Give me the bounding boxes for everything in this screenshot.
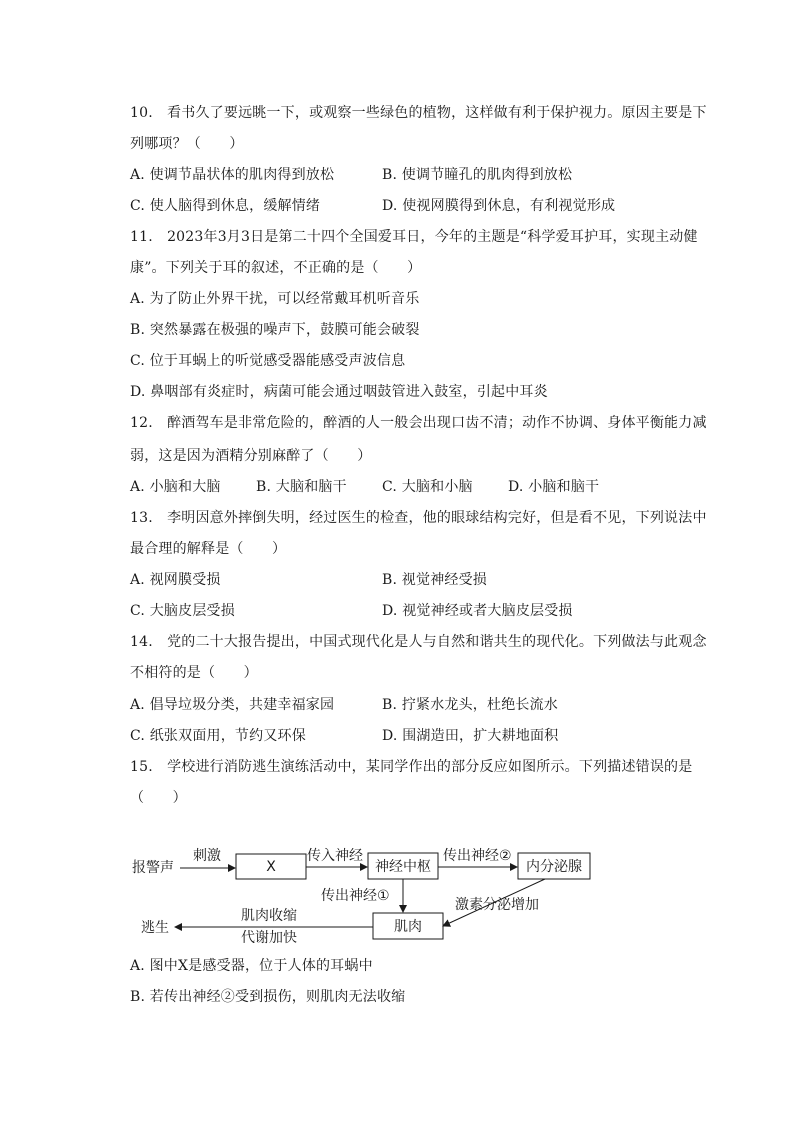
q12-option-b: B. 大脑和脑干	[256, 479, 347, 495]
q15-stem-line1: 15. 学校进行消防逃生演练活动中，某同学作出的部分反应如图所示。下列描述错误的是	[130, 759, 693, 775]
endocrine-gland-label: 内分泌腺	[526, 859, 582, 875]
q14-stem-line2: 不相符的是（ ）	[130, 665, 258, 681]
q12-stem-line2: 弱，这是因为酒精分别麻醉了（ ）	[130, 448, 372, 464]
nerve-center-label: 神经中枢	[375, 859, 431, 875]
q14-option-a: A. 倡导垃圾分类，共建幸福家园	[130, 697, 335, 713]
q11-option-d: D. 鼻咽部有炎症时，病菌可能会通过咽鼓管进入鼓室，引起中耳炎	[130, 384, 548, 400]
q13-stem-line1: 13. 李明因意外摔倒失明，经过医生的检查，他的眼球结构完好，但是看不见，下列说法中	[130, 510, 707, 526]
alarm-sound-label: 报警声	[132, 860, 174, 876]
hormone-increase-label: 激素分泌增加	[455, 897, 539, 913]
q10-stem-line1: 10. 看书久了要远眺一下，或观察一些绿色的植物，这样做有利于保护视力。原因主要是下	[130, 105, 707, 121]
q12-stem-line1: 12. 醉酒驾车是非常危险的，醉酒的人一般会出现口齿不清；动作不协调、身体平衡能力减	[130, 415, 707, 431]
q10-option-c: C. 使人脑得到休息，缓解情绪	[130, 198, 321, 214]
q15-stem-line2: （ ）	[130, 790, 187, 806]
q14-option-d: D. 围湖造田，扩大耕地面积	[382, 728, 559, 744]
q10-option-a: A. 使调节晶状体的肌肉得到放松	[130, 167, 335, 183]
q15-option-a: A. 图中X是感受器，位于人体的耳蜗中	[130, 958, 373, 974]
q11-stem-line1: 11. 2023年3月3日是第二十四个全国爱耳日，今年的主题是“科学爱耳护耳，实现主动健	[130, 229, 698, 245]
efferent-nerve-1-label: 传出神经①	[321, 888, 390, 904]
muscle-contract-label: 肌肉收缩	[241, 908, 297, 924]
stimulus-label: 刺激	[193, 848, 221, 864]
q11-option-c: C. 位于耳蜗上的听觉感受器能感受声波信息	[130, 353, 406, 369]
q15-option-b: B. 若传出神经②受到损伤，则肌肉无法收缩	[130, 989, 406, 1005]
q10-option-b: B. 使调节瞳孔的肌肉得到放松	[382, 167, 573, 183]
q13-option-d: D. 视觉神经或者大脑皮层受损	[382, 603, 573, 619]
q10-option-d: D. 使视网膜得到休息，有利视觉形成	[382, 198, 616, 214]
muscle-label: 肌肉	[394, 919, 422, 935]
q12-option-c: C. 大脑和小脑	[382, 479, 473, 495]
receptor-x-label: X	[266, 859, 276, 875]
q14-option-b: B. 拧紧水龙头，杜绝长流水	[382, 697, 558, 713]
q12-option-d: D. 小脑和脑干	[508, 479, 600, 495]
q13-option-a: A. 视网膜受损	[130, 572, 221, 588]
reflex-flow-diagram	[125, 838, 605, 948]
afferent-nerve-label: 传入神经	[307, 848, 363, 864]
q11-option-b: B. 突然暴露在极强的噪声下，鼓膜可能会破裂	[130, 322, 420, 338]
q14-stem-line1: 14. 党的二十大报告提出，中国式现代化是人与自然和谐共生的现代化。下列做法与此观念	[130, 634, 707, 650]
q10-stem-line2: 列哪项？（ ）	[130, 136, 244, 152]
q13-stem-line2: 最合理的解释是（ ）	[130, 541, 287, 557]
efferent-nerve-2-label: 传出神经②	[443, 848, 512, 864]
q13-option-c: C. 大脑皮层受损	[130, 603, 235, 619]
q11-option-a: A. 为了防止外界干扰，可以经常戴耳机听音乐	[130, 291, 420, 307]
q14-option-c: C. 纸张双面用，节约又环保	[130, 728, 306, 744]
escape-label: 逃生	[141, 920, 169, 936]
q12-option-a: A. 小脑和大脑	[130, 479, 221, 495]
q13-option-b: B. 视觉神经受损	[382, 572, 487, 588]
metabolism-label: 代谢加快	[241, 930, 297, 946]
q11-stem-line2: 康”。下列关于耳的叙述，不正确的是（ ）	[130, 260, 422, 276]
